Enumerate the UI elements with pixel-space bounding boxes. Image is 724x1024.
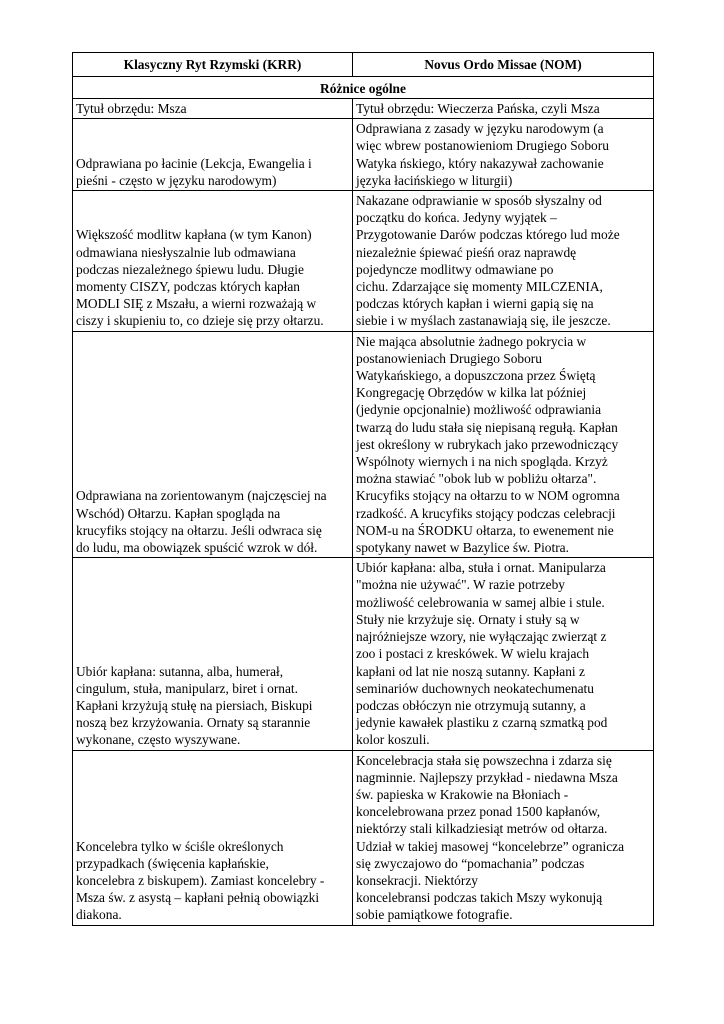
text-line: konsekracji. Niektórzy <box>356 872 478 888</box>
cell-nom <box>353 119 654 191</box>
header-row <box>73 53 654 77</box>
text-line: twarzą do ludu stała się niepisaną regułą. Kapłan <box>356 419 618 435</box>
text-line: kolor koszuli. <box>356 732 430 748</box>
text-line: Msza św. z asystą – kapłani pełnią obowiązki <box>76 890 320 906</box>
text-line: Tytuł obrzędu: Wieczerza Pańska, czyli Msza <box>356 101 600 116</box>
text-line: spotykany nawet w Bazylice św. Piotra. <box>356 540 569 556</box>
text-line: niektórzy stali kilkadziesiąt metrów od ołtarza. <box>356 821 608 837</box>
cell-krr <box>73 750 353 925</box>
text-line: Ubiór kapłana: sutanna, alba, humerał, <box>76 663 284 679</box>
text-line: jest określony w rubrykach jako przewodniczący <box>356 436 619 452</box>
text-line: Stuły nie krzyżuje się. Ornaty i stuły są w <box>356 611 580 627</box>
cell-nom <box>353 331 654 558</box>
text-line: koncelebrowana przez ponad 1500 kapłanów, <box>356 804 601 820</box>
text-line: cichu. Zdarzające się momenty MILCZENIA, <box>356 279 603 295</box>
text-line: rzadkość. A krucyfiks stojący podczas celebracji <box>356 505 616 521</box>
text-line: ciszy i skupieniu to, co dzieje się przy ołtarzu. <box>76 313 324 329</box>
text-line: pieśni - często w języku narodowym) <box>76 172 277 188</box>
text-line: Odprawiana po łacinie (Lekcja, Ewangelia i <box>76 155 312 171</box>
cell-nom <box>353 558 654 750</box>
text-line: "można nie używać". W razie potrzeby <box>356 577 565 593</box>
cell-krr <box>73 191 353 332</box>
text-line: można stawiać "obok lub w pobliżu ołtarza". <box>356 471 597 487</box>
text-line: Odprawiana na zorientowanym (najczęsciej na <box>76 488 327 504</box>
text-line: Wspólnoty wiernych i na nich spogląda. Krzyż <box>356 454 608 470</box>
text-line: Udział w takiej masowej “koncelebrze” ogranicza <box>356 838 625 854</box>
table-row <box>73 191 654 332</box>
text-line: Przygotowanie Darów podczas którego lud może <box>356 227 620 243</box>
text-line: MODLI SIĘ z Mszału, a wierni rozważają w <box>76 296 317 312</box>
cell-nom <box>353 750 654 925</box>
text-line: postanowieniach Drugiego Soboru <box>356 350 542 366</box>
text-line: niezależnie śpiewać pieśń oraz naprawdę <box>356 244 577 260</box>
text-line: wykonane, często wyszywane. <box>76 732 241 748</box>
text-line: możliwość celebrowania w samej albie i stule. <box>356 594 605 610</box>
text-line: do ludu, ma obowiązek spuścić wzrok w dół. <box>76 540 318 556</box>
text-line: Koncelebra tylko w ściśle określonych <box>76 838 284 854</box>
text-line: podczas niezależnego śpiewu ludu. Długie <box>76 261 304 277</box>
text-line: cingulum, stuła, manipularz, biret i ornat. <box>76 680 299 696</box>
text-line: Koncelebracja stała się powszechna i zdarza się <box>356 752 612 768</box>
text-line: kapłani od lat nie noszą sutanny. Kapłani z <box>356 663 585 679</box>
text-line: św. papieska w Krakowie na Błoniach - <box>356 786 569 802</box>
table-row <box>73 558 654 750</box>
text-line: siebie i w myślach zastanawiają się, ile jeszcze. <box>356 313 611 329</box>
section-row <box>73 77 654 99</box>
text-line: koncelebransi podczas takich Mszy wykonują <box>356 890 603 906</box>
text-line: Ubiór kapłana: alba, stuła i ornat. Manipularza <box>356 560 606 576</box>
text-line: NOM-u na ŚRODKU ołtarza, to ewenement nie <box>356 522 614 538</box>
text-line: Odprawiana z zasady w języku narodowym (a <box>356 121 604 137</box>
text-line: Nakazane odprawianie w sposób słyszalny od <box>356 193 602 209</box>
cell-krr <box>73 119 353 191</box>
text-line: jedynie kawałek plastiku z czarną szmatką pod <box>356 715 608 731</box>
table-row <box>73 750 654 925</box>
section-title: Różnice ogólne <box>73 77 654 99</box>
text-line: diakona. <box>76 907 122 923</box>
text-line: nagminnie. Najlepszy przykład - niedawna Msza <box>356 769 618 785</box>
cell-nom <box>353 99 654 119</box>
text-line: odmawiana niesłyszalnie lub odmawiana <box>76 244 296 260</box>
table-row <box>73 99 654 119</box>
text-line: początku do końca. Jedyny wyjątek – <box>356 210 557 226</box>
text-line: więc wbrew postanowieniom Drugiego Soboru <box>356 138 609 154</box>
text-line: seminariów duchownych neokatechumenatu <box>356 680 594 696</box>
text-line: Kongregację Obrzędów w kilka lat później <box>356 385 587 401</box>
text-line: podczas obłóczyn nie otrzymują sutanny, a <box>356 697 586 713</box>
text-line: się zwyczajowo do “pomachania” podczas <box>356 855 585 871</box>
text-line: podczas których kapłan i wierni gapią się na <box>356 296 594 312</box>
text-line: momenty CISZY, podczas których kapłan <box>76 279 301 295</box>
text-line: sobie pamiątkowe fotografie. <box>356 907 513 923</box>
text-line: pojedyncze modlitwy odmawiane po <box>356 261 554 277</box>
text-line: krucyfiks stojący na ołtarzu. Jeśli odwraca się <box>76 522 322 538</box>
text-line: języka łacińskiego w liturgii) <box>356 172 513 188</box>
table-row <box>73 119 654 191</box>
text-line: noszą bez krzyżowania. Ornaty są starannie <box>76 715 311 731</box>
text-line: zoo i postaci z kreskówek. W wielu krajach <box>356 646 590 662</box>
text-line: przypadkach (święcenia kapłańskie, <box>76 855 269 871</box>
text-line: (jedynie opcjonalnie) możliwość odprawiania <box>356 402 602 418</box>
text-line: Tytuł obrzędu: Msza <box>76 101 187 116</box>
text-line: Nie mająca absolutnie żadnego pokrycia w <box>356 333 587 349</box>
text-line: koncelebra z biskupem). Zamiast koncelebry - <box>76 872 325 888</box>
text-line: Wschód) Ołtarzu. Kapłan spogląda na <box>76 505 281 521</box>
text-line: Większość modlitw kapłana (w tym Kanon) <box>76 227 312 243</box>
text-line: Kapłani krzyżują stułę na piersiach, Biskupi <box>76 697 313 713</box>
text-line: Watyka ńskiego, który nakazywał zachowanie <box>356 155 604 171</box>
cell-krr <box>73 558 353 750</box>
text-line: Krucyfiks stojący na ołtarzu to w NOM ogromna <box>356 488 620 504</box>
cell-krr <box>73 331 353 558</box>
text-line: Watykańskiego, a dopuszczona przez Świętą <box>356 368 596 384</box>
table-row <box>73 331 654 558</box>
text-line: najróżniejsze wzory, nie wyłączając zwierząt z <box>356 629 607 645</box>
cell-nom <box>353 191 654 332</box>
comparison-table <box>72 52 654 926</box>
cell-krr <box>73 99 353 119</box>
header-krr: Klasyczny Ryt Rzymski (KRR) <box>73 53 353 77</box>
header-nom: Novus Ordo Missae (NOM) <box>353 53 654 77</box>
